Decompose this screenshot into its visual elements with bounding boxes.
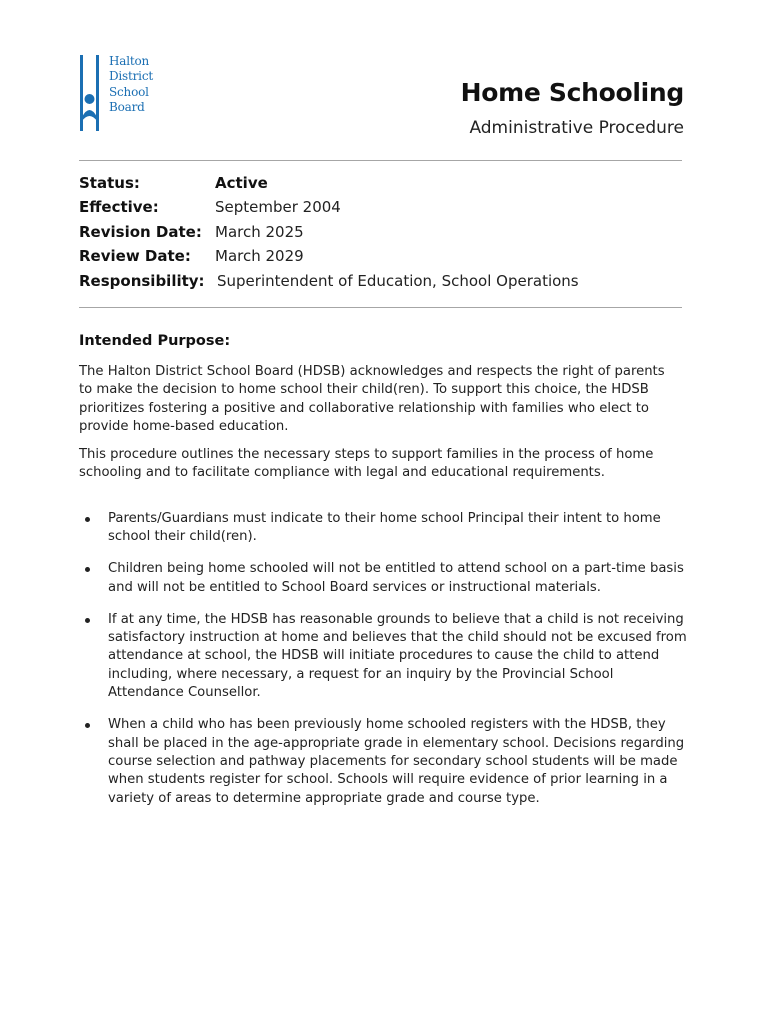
logo-line: School [109, 84, 149, 99]
procedure-bullet-list [79, 510, 689, 822]
meta-value: March 2025 [215, 222, 304, 241]
section-heading-intended-purpose: Intended Purpose: [79, 333, 231, 349]
meta-value: March 2029 [215, 247, 304, 266]
meta-value: Active [215, 174, 268, 192]
list-item-text: When a child who has been previously home schooled registers with the HDSB, they shall be placed in the age-appropriate grade in elementary school. Decisions regarding course selection and pathway placements for secondary school students will be made when students register for school. Schools will require evidence of prior learning in a variety of areas to determine appropriate grade and course type. [108, 717, 685, 806]
logo-line: Board [109, 99, 145, 114]
meta-label: Revision Date: [79, 222, 202, 241]
logo-line: Halton [109, 54, 150, 68]
list-item [79, 560, 689, 597]
meta-value: September 2004 [215, 198, 341, 217]
meta-label: Effective: [79, 198, 159, 217]
bullet-icon [85, 517, 90, 522]
list-item [79, 611, 689, 703]
bullet-icon [85, 618, 90, 623]
purpose-paragraph: The Halton District School Board (HDSB) acknowledges and respects the right of parents to make the decision to home school their child(ren). To support this choice, the HDSB prioritizes fostering a positive and collaborative relationship with families who elect to provide home-based education. [79, 364, 665, 435]
logo-line: District [109, 69, 153, 84]
header-divider [79, 160, 682, 161]
document-subtitle: Administrative Procedure [469, 118, 684, 138]
list-item [79, 716, 689, 808]
list-item-text: Children being home schooled will not be entitled to attend school on a part-time basis and will not be entitled to School Board services or instructional materials. [108, 561, 684, 595]
bullet-icon [85, 567, 90, 572]
document-title: Home Schooling [460, 78, 684, 107]
hdsb-logo [79, 55, 169, 133]
metadata-divider [79, 307, 682, 308]
list-item-text: If at any time, the HDSB has reasonable grounds to believe that a child is not receiving satisfactory instruction at home and believes that the child should not be excused from attendance at school, the HDSB will initiate procedures to cause the child to attend including, where necessary, a request for an inquiry by the Provincial School Attendance Counsellor. [108, 611, 687, 701]
meta-label: Responsibility: [79, 271, 205, 290]
meta-label: Status: [79, 174, 140, 192]
meta-value: Superintendent of Education, School Operations [217, 271, 579, 290]
list-item-text: Parents/Guardians must indicate to their home school Principal their intent to home school their child(ren). [108, 511, 661, 545]
meta-label: Review Date: [79, 247, 191, 266]
bullet-icon [85, 723, 90, 728]
hdsb-logo-mark-icon [79, 55, 103, 131]
purpose-paragraph: This procedure outlines the necessary steps to support families in the process of home schooling and to facilitate compliance with legal and educational requirements. [79, 447, 654, 481]
list-item [79, 510, 689, 547]
logo-wordmark [109, 54, 153, 115]
